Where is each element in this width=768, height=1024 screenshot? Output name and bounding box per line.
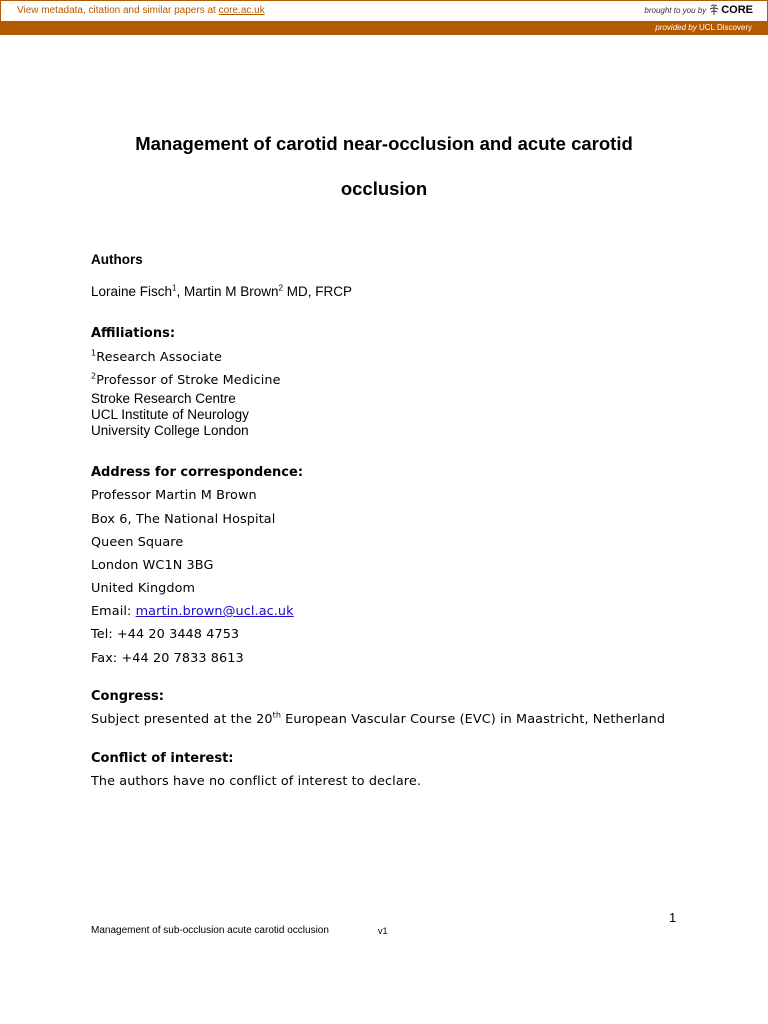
core-brought-by bbox=[644, 4, 753, 16]
affiliation-2 bbox=[91, 373, 281, 388]
address-line: Box 6, The National Hospital bbox=[91, 512, 276, 527]
fax-line: Fax: +44 20 7833 8613 bbox=[91, 651, 244, 666]
tel-line: Tel: +44 20 3448 4753 bbox=[91, 627, 240, 642]
congress-heading: Congress: bbox=[91, 689, 164, 704]
affiliation-1 bbox=[91, 350, 222, 365]
affiliation-line: UCL Institute of Neurology bbox=[91, 407, 249, 422]
core-logo[interactable] bbox=[709, 4, 753, 16]
provided-by-name[interactable]: UCL Discovery bbox=[698, 23, 752, 32]
affiliation-1-text: Research Associate bbox=[96, 350, 223, 365]
author-2-degrees: MD, FRCP bbox=[283, 284, 352, 299]
address-line: United Kingdom bbox=[91, 581, 196, 596]
core-metadata-label: View metadata, citation and similar papers at bbox=[17, 5, 219, 16]
provided-by-prefix: provided by bbox=[655, 23, 697, 32]
brought-by-label: brought to you by bbox=[644, 5, 707, 15]
version-label: v1 bbox=[378, 926, 388, 936]
core-metadata-text bbox=[17, 5, 265, 16]
affiliation-2-text: Professor of Stroke Medicine bbox=[96, 373, 281, 388]
provided-by-text bbox=[655, 23, 752, 32]
affiliation-2-sup: 2 bbox=[91, 371, 97, 381]
core-logo-text: CORE bbox=[721, 4, 753, 16]
conflict-heading: Conflict of interest: bbox=[91, 751, 234, 766]
email-line bbox=[91, 604, 294, 619]
congress-text bbox=[91, 712, 665, 727]
affiliation-line: Stroke Research Centre bbox=[91, 391, 236, 406]
address-line: London WC1N 3BG bbox=[91, 558, 214, 573]
authors-line bbox=[91, 284, 352, 299]
affiliations-heading: Affiliations: bbox=[91, 326, 176, 341]
author-2-sup: 2 bbox=[278, 283, 283, 293]
author-1-sup: 1 bbox=[172, 283, 177, 293]
congress-text-pre: Subject presented at the 20 bbox=[91, 712, 273, 727]
congress-text-post: European Vascular Course (EVC) in Maastricht, Netherland bbox=[281, 712, 666, 727]
running-title: Management of sub-occlusion acute carotid occlusion bbox=[91, 925, 329, 936]
email-label: Email: bbox=[91, 604, 136, 619]
email-link[interactable]: martin.brown@ucl.ac.uk bbox=[135, 604, 294, 619]
core-provided-bar bbox=[0, 22, 768, 35]
conflict-text: The authors have no conflict of interest to declare. bbox=[91, 774, 421, 789]
core-logo-icon bbox=[709, 4, 719, 16]
paper-title-line1: Management of carotid near-occlusion and acute carotid bbox=[135, 133, 633, 154]
affiliation-line: University College London bbox=[91, 423, 249, 438]
page-number: 1 bbox=[669, 910, 677, 925]
core-banner bbox=[0, 0, 768, 22]
affiliation-1-sup: 1 bbox=[91, 348, 97, 358]
congress-text-sup: th bbox=[272, 710, 282, 720]
authors-heading: Authors bbox=[91, 252, 143, 267]
core-link[interactable]: core.ac.uk bbox=[218, 5, 265, 16]
author-1-name: Loraine Fisch bbox=[91, 284, 173, 299]
author-separator: , bbox=[176, 284, 185, 299]
address-heading: Address for correspondence: bbox=[91, 465, 304, 480]
author-2-name: Martin M Brown bbox=[184, 284, 279, 299]
address-line: Professor Martin M Brown bbox=[91, 488, 257, 503]
paper-title-line2: occlusion bbox=[340, 178, 428, 199]
address-line: Queen Square bbox=[91, 535, 184, 550]
